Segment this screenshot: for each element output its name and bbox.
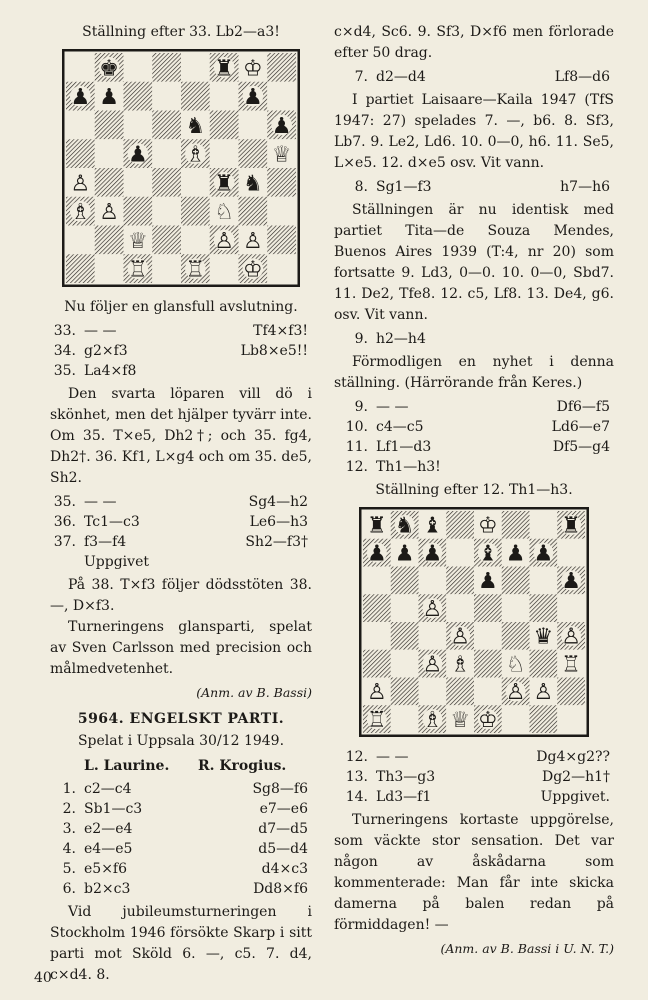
light-square bbox=[152, 82, 181, 111]
white-move: g2×f3 bbox=[84, 343, 128, 359]
chess-piece-a1: ♖ bbox=[367, 707, 387, 733]
paragraph: Vid jubileumsturneringen i Stockholm 1946 försökte Skarp i sitt parti mot Sköld 6. —, c5. 7. d4, c×d4. 8. bbox=[50, 904, 312, 983]
dark-square bbox=[267, 226, 296, 255]
light-square bbox=[267, 197, 296, 226]
players-row bbox=[50, 756, 312, 776]
chess-piece-a3: ♗ bbox=[70, 200, 91, 226]
black-move: Tf4×f3! bbox=[253, 323, 308, 339]
paragraph: På 38. T×f3 följer dödsstöten 38. —, D×f3. bbox=[50, 577, 312, 614]
white-move: c4—c5 bbox=[376, 419, 424, 435]
black-move: Sh2—f3† bbox=[245, 534, 308, 550]
move-row bbox=[334, 177, 614, 197]
dark-square bbox=[502, 567, 530, 595]
black-move bbox=[184, 552, 312, 572]
move-number: 37. bbox=[53, 534, 76, 550]
black-move: h7—h6 bbox=[560, 179, 610, 195]
light-square bbox=[557, 539, 585, 567]
light-square bbox=[66, 226, 95, 255]
light-square bbox=[474, 622, 502, 650]
diagram1-caption: Ställning efter 33. Lb2—a3! bbox=[82, 24, 280, 40]
dark-square bbox=[152, 226, 181, 255]
paragraph: Turneringens glansparti, spelat av Sven Carlsson med precision och målmedvetenhet. bbox=[50, 619, 312, 677]
move-list bbox=[334, 747, 614, 807]
light-square bbox=[152, 139, 181, 168]
move-number: 35. bbox=[53, 494, 76, 510]
diagram2-caption: Ställning efter 12. Th1—h3. bbox=[375, 482, 573, 498]
chess-piece-h4: ♙ bbox=[561, 624, 581, 650]
move-row bbox=[334, 67, 614, 87]
move-row bbox=[50, 799, 312, 819]
move-number: 5. bbox=[62, 861, 76, 877]
chess-piece-c2: ♕ bbox=[128, 228, 148, 254]
dark-square bbox=[152, 168, 181, 197]
annotation-credit: (Anm. av B. Bassi) bbox=[196, 685, 312, 700]
black-move: Df5—g4 bbox=[552, 439, 610, 455]
move-number: 6. bbox=[62, 881, 76, 897]
move-row bbox=[50, 819, 312, 839]
black-move: Sg8—f6 bbox=[252, 781, 308, 797]
dark-square bbox=[530, 650, 558, 678]
dark-square bbox=[124, 197, 153, 226]
chess-piece-a7: ♟ bbox=[70, 85, 91, 111]
black-move: e7—e6 bbox=[259, 801, 308, 817]
dark-square bbox=[95, 111, 124, 140]
dark-square bbox=[530, 705, 558, 733]
chess-piece-g2: ♙ bbox=[243, 228, 263, 254]
light-square bbox=[152, 197, 181, 226]
dark-square bbox=[446, 567, 474, 595]
move-row bbox=[50, 552, 312, 572]
move-row bbox=[50, 492, 312, 512]
move-row bbox=[50, 361, 312, 381]
black-move: Le6—h3 bbox=[249, 514, 308, 530]
game-title: 5964. ENGELSKT PARTI. bbox=[77, 711, 285, 727]
move-row bbox=[50, 512, 312, 532]
light-square bbox=[210, 82, 239, 111]
move-number: 14. bbox=[345, 789, 368, 805]
black-move: Lb8×e5!! bbox=[240, 343, 308, 359]
light-square bbox=[66, 53, 95, 82]
black-move: Sg4—h2 bbox=[248, 494, 308, 510]
chess-piece-c7: ♟ bbox=[422, 541, 443, 567]
light-square bbox=[502, 594, 530, 622]
chess-piece-a7: ♟ bbox=[367, 541, 387, 567]
light-square bbox=[152, 254, 181, 283]
light-square bbox=[363, 567, 391, 595]
dark-square bbox=[267, 53, 296, 82]
light-square bbox=[419, 567, 447, 595]
light-square bbox=[124, 53, 153, 82]
white-move: Sg1—f3 bbox=[376, 179, 432, 195]
light-square bbox=[419, 622, 447, 650]
move-number: 12. bbox=[345, 459, 368, 475]
dark-square bbox=[66, 254, 95, 283]
chess-piece-f2: ♙ bbox=[505, 680, 526, 706]
light-square bbox=[391, 705, 419, 733]
chess-piece-h6: ♟ bbox=[271, 113, 292, 139]
page-number: 40 bbox=[34, 970, 52, 986]
move-list bbox=[50, 492, 312, 572]
light-square bbox=[446, 594, 474, 622]
move-row bbox=[334, 457, 614, 477]
light-square bbox=[530, 567, 558, 595]
black-move bbox=[184, 361, 312, 381]
dark-square bbox=[66, 139, 95, 168]
dark-square bbox=[446, 511, 474, 539]
chess-piece-a4: ♙ bbox=[70, 171, 91, 197]
chess-piece-f7: ♟ bbox=[505, 541, 526, 567]
chess-piece-b8: ♚ bbox=[99, 56, 119, 82]
move-number: 4. bbox=[62, 841, 76, 857]
chess-piece-c5: ♟ bbox=[128, 142, 148, 168]
light-square bbox=[267, 82, 296, 111]
white-move: Lf1—d3 bbox=[376, 439, 432, 455]
white-move: Th1—h3! bbox=[376, 459, 441, 475]
light-square bbox=[391, 650, 419, 678]
move-row bbox=[50, 321, 312, 341]
annotation-credit: (Anm. av B. Bassi i U. N. T.) bbox=[440, 941, 614, 956]
black-move: Df6—f5 bbox=[556, 399, 610, 415]
dark-square bbox=[239, 197, 268, 226]
light-square bbox=[557, 705, 585, 733]
dark-square bbox=[239, 139, 268, 168]
light-square bbox=[181, 226, 210, 255]
dark-square bbox=[95, 168, 124, 197]
white-move: e2—e4 bbox=[84, 821, 133, 837]
white-move: La4×f8 bbox=[84, 363, 137, 379]
dark-square bbox=[95, 226, 124, 255]
move-number bbox=[50, 552, 84, 572]
dark-square bbox=[557, 678, 585, 706]
chess-piece-d1: ♕ bbox=[450, 707, 470, 733]
black-move: Uppgivet. bbox=[540, 789, 610, 805]
black-move: d4×c3 bbox=[261, 861, 308, 877]
chess-piece-g4: ♛ bbox=[533, 624, 554, 650]
black-move bbox=[472, 329, 614, 349]
white-move: b2×c3 bbox=[84, 881, 131, 897]
move-row bbox=[334, 787, 614, 807]
dark-square bbox=[502, 622, 530, 650]
chess-piece-h3: ♖ bbox=[561, 652, 581, 678]
dark-square bbox=[474, 594, 502, 622]
chess-piece-f2: ♙ bbox=[214, 228, 234, 254]
light-square bbox=[210, 139, 239, 168]
white-move: h2—h4 bbox=[376, 331, 426, 347]
move-row bbox=[334, 437, 614, 457]
chess-piece-h5: ♕ bbox=[271, 142, 292, 168]
move-number: 10. bbox=[345, 419, 368, 435]
right-column bbox=[334, 22, 614, 965]
dark-square bbox=[363, 594, 391, 622]
chess-piece-b7: ♟ bbox=[99, 85, 119, 111]
black-move: Dg2—h1† bbox=[541, 769, 610, 785]
white-player: L. Laurine. bbox=[84, 758, 170, 774]
light-square bbox=[446, 539, 474, 567]
chess-piece-e6: ♟ bbox=[478, 569, 498, 595]
move-number: 12. bbox=[345, 749, 368, 765]
chess-piece-g1: ♔ bbox=[243, 257, 263, 283]
white-move: e4—e5 bbox=[84, 841, 133, 857]
dark-square bbox=[502, 511, 530, 539]
black-move: d7—d5 bbox=[258, 821, 308, 837]
chess-piece-g4: ♞ bbox=[243, 171, 263, 197]
move-number: 36. bbox=[53, 514, 76, 530]
light-square bbox=[181, 168, 210, 197]
dark-square bbox=[474, 650, 502, 678]
move-number: 13. bbox=[345, 769, 368, 785]
chess-diagram-1 bbox=[62, 49, 300, 287]
move-number: 9. bbox=[354, 331, 368, 347]
chess-piece-c1: ♖ bbox=[128, 257, 148, 283]
black-move bbox=[472, 457, 614, 477]
chess-piece-f4: ♜ bbox=[214, 171, 234, 197]
chess-piece-e5: ♗ bbox=[185, 142, 206, 168]
white-move: c2—c4 bbox=[84, 781, 132, 797]
white-move: — — bbox=[84, 323, 117, 339]
move-number: 9. bbox=[354, 399, 368, 415]
white-move: — — bbox=[376, 399, 409, 415]
paragraph: Turneringens kortaste uppgörelse, som väckte stor sensation. Det var någon av åskådarna som kommenterade: Man får inte skicka damerna på balen redan på förmiddagen! — bbox=[334, 812, 614, 933]
move-list bbox=[334, 177, 614, 197]
chess-piece-g7: ♟ bbox=[533, 541, 554, 567]
chess-piece-h8: ♜ bbox=[561, 513, 581, 539]
black-move: Lf8—d6 bbox=[554, 69, 610, 85]
dark-square bbox=[391, 678, 419, 706]
move-row bbox=[334, 767, 614, 787]
light-square bbox=[239, 111, 268, 140]
move-number: 2. bbox=[62, 801, 76, 817]
light-square bbox=[391, 594, 419, 622]
chess-piece-d3: ♗ bbox=[450, 652, 470, 678]
chess-piece-f3: ♘ bbox=[505, 652, 526, 678]
dark-square bbox=[267, 168, 296, 197]
chess-piece-f8: ♜ bbox=[214, 56, 234, 82]
chess-piece-e8: ♔ bbox=[478, 513, 498, 539]
paragraph: c×d4, Sc6. 9. Sf3, D×f6 men förlorade efter 50 drag. bbox=[334, 24, 614, 61]
light-square bbox=[124, 168, 153, 197]
move-number: 11. bbox=[345, 439, 368, 455]
white-move: Sb1—c3 bbox=[84, 801, 143, 817]
move-row bbox=[334, 417, 614, 437]
move-number: 33. bbox=[53, 323, 76, 339]
chess-piece-b8: ♞ bbox=[394, 513, 415, 539]
move-row bbox=[334, 397, 614, 417]
paragraph: Ställningen är nu identisk med partiet Tita—de Souza Mendes, Buenos Aires 1939 (T:4, nr 20) som fortsatte 9. Ld3, 0—0. 10. 0—0, Sbd7. 11. De2, Tfe8. 12. c5, Lf8. 13. De4, g6. osv. Vit vann. bbox=[334, 202, 614, 323]
dark-square bbox=[152, 111, 181, 140]
white-move: Tc1—c3 bbox=[84, 514, 140, 530]
move-number: 8. bbox=[354, 179, 368, 195]
white-move: e5×f6 bbox=[84, 861, 128, 877]
move-number: 35. bbox=[53, 363, 76, 379]
light-square bbox=[530, 511, 558, 539]
light-square bbox=[124, 111, 153, 140]
paragraph: Förmodligen en nyhet i denna ställning. (Härrörande från Keres.) bbox=[334, 354, 614, 391]
dark-square bbox=[181, 82, 210, 111]
move-number: 34. bbox=[53, 343, 76, 359]
move-row bbox=[50, 879, 312, 899]
chess-piece-a8: ♜ bbox=[367, 513, 387, 539]
dark-square bbox=[391, 622, 419, 650]
light-square bbox=[363, 622, 391, 650]
light-square bbox=[210, 254, 239, 283]
chess-piece-b3: ♙ bbox=[99, 200, 119, 226]
chess-piece-d4: ♙ bbox=[450, 624, 470, 650]
chess-piece-a2: ♙ bbox=[367, 680, 387, 706]
dark-square bbox=[210, 111, 239, 140]
black-move: Ld6—e7 bbox=[551, 419, 610, 435]
chess-piece-h6: ♟ bbox=[561, 569, 581, 595]
move-row bbox=[50, 859, 312, 879]
chess-piece-c8: ♝ bbox=[422, 513, 443, 539]
white-move: f3—f4 bbox=[84, 534, 127, 550]
light-square bbox=[502, 705, 530, 733]
black-player: R. Krogius. bbox=[198, 758, 287, 774]
move-row bbox=[334, 747, 614, 767]
move-list bbox=[50, 779, 312, 899]
light-square bbox=[181, 53, 210, 82]
dark-square bbox=[181, 197, 210, 226]
light-square bbox=[557, 594, 585, 622]
dark-square bbox=[446, 678, 474, 706]
light-square bbox=[419, 678, 447, 706]
chess-piece-e1: ♖ bbox=[185, 257, 206, 283]
move-list bbox=[334, 329, 614, 349]
light-square bbox=[66, 111, 95, 140]
game-location: Spelat i Uppsala 30/12 1949. bbox=[77, 733, 285, 749]
paragraph: Den svarta löparen vill dö i skönhet, men det hjälper tyvärr inte. Om 35. T×e5, Dh2†; och 35. fg4, Dh2†. 36. Kf1, L×g4 och om 35. de5, Sh2. bbox=[50, 386, 312, 486]
move-row bbox=[50, 532, 312, 552]
chess-piece-b7: ♟ bbox=[394, 541, 415, 567]
move-row bbox=[50, 341, 312, 361]
chess-piece-e7: ♝ bbox=[478, 541, 498, 567]
chess-piece-e1: ♔ bbox=[478, 707, 498, 733]
light-square bbox=[95, 139, 124, 168]
white-move: — — bbox=[376, 749, 409, 765]
chess-piece-f3: ♘ bbox=[214, 200, 234, 226]
left-column bbox=[50, 22, 312, 986]
chess-piece-g2: ♙ bbox=[533, 680, 554, 706]
move-number: 7. bbox=[354, 69, 368, 85]
dark-square bbox=[391, 567, 419, 595]
white-move: — — bbox=[84, 494, 117, 510]
black-move: d5—d4 bbox=[258, 841, 308, 857]
paragraph: Nu följer en glansfull avslutning. bbox=[64, 299, 298, 315]
move-number: 3. bbox=[62, 821, 76, 837]
white-move: Uppgivet bbox=[84, 554, 149, 570]
chess-piece-e6: ♞ bbox=[185, 113, 206, 139]
move-row bbox=[334, 329, 614, 349]
black-move: Dg4×g2?? bbox=[536, 749, 610, 765]
chess-piece-g8: ♔ bbox=[243, 56, 263, 82]
move-list bbox=[334, 67, 614, 87]
dark-square bbox=[152, 53, 181, 82]
dark-square bbox=[124, 82, 153, 111]
white-move: Th3—g3 bbox=[376, 769, 436, 785]
paragraph: I partiet Laisaare—Kaila 1947 (TfS 1947: 27) spelades 7. —, b6. 8. Sf3, Lb7. 9. Le2, Ld6. 10. 0—0, h6. 11. Se5, L×e5. 12. d×e5 osv. Vit vann. bbox=[334, 92, 614, 171]
light-square bbox=[474, 678, 502, 706]
black-move: Dd8×f6 bbox=[253, 881, 308, 897]
move-list bbox=[334, 397, 614, 477]
move-number: 1. bbox=[62, 781, 76, 797]
chess-piece-c1: ♗ bbox=[422, 707, 443, 733]
light-square bbox=[95, 254, 124, 283]
white-move: d2—d4 bbox=[376, 69, 426, 85]
chess-piece-g7: ♟ bbox=[243, 85, 263, 111]
move-row bbox=[50, 779, 312, 799]
white-move: Ld3—f1 bbox=[376, 789, 432, 805]
move-list bbox=[50, 321, 312, 381]
dark-square bbox=[363, 650, 391, 678]
move-row bbox=[50, 839, 312, 859]
chess-piece-c5: ♙ bbox=[422, 596, 443, 622]
dark-square bbox=[530, 594, 558, 622]
light-square bbox=[267, 254, 296, 283]
chess-piece-c3: ♙ bbox=[422, 652, 443, 678]
chess-diagram-2 bbox=[359, 507, 589, 737]
